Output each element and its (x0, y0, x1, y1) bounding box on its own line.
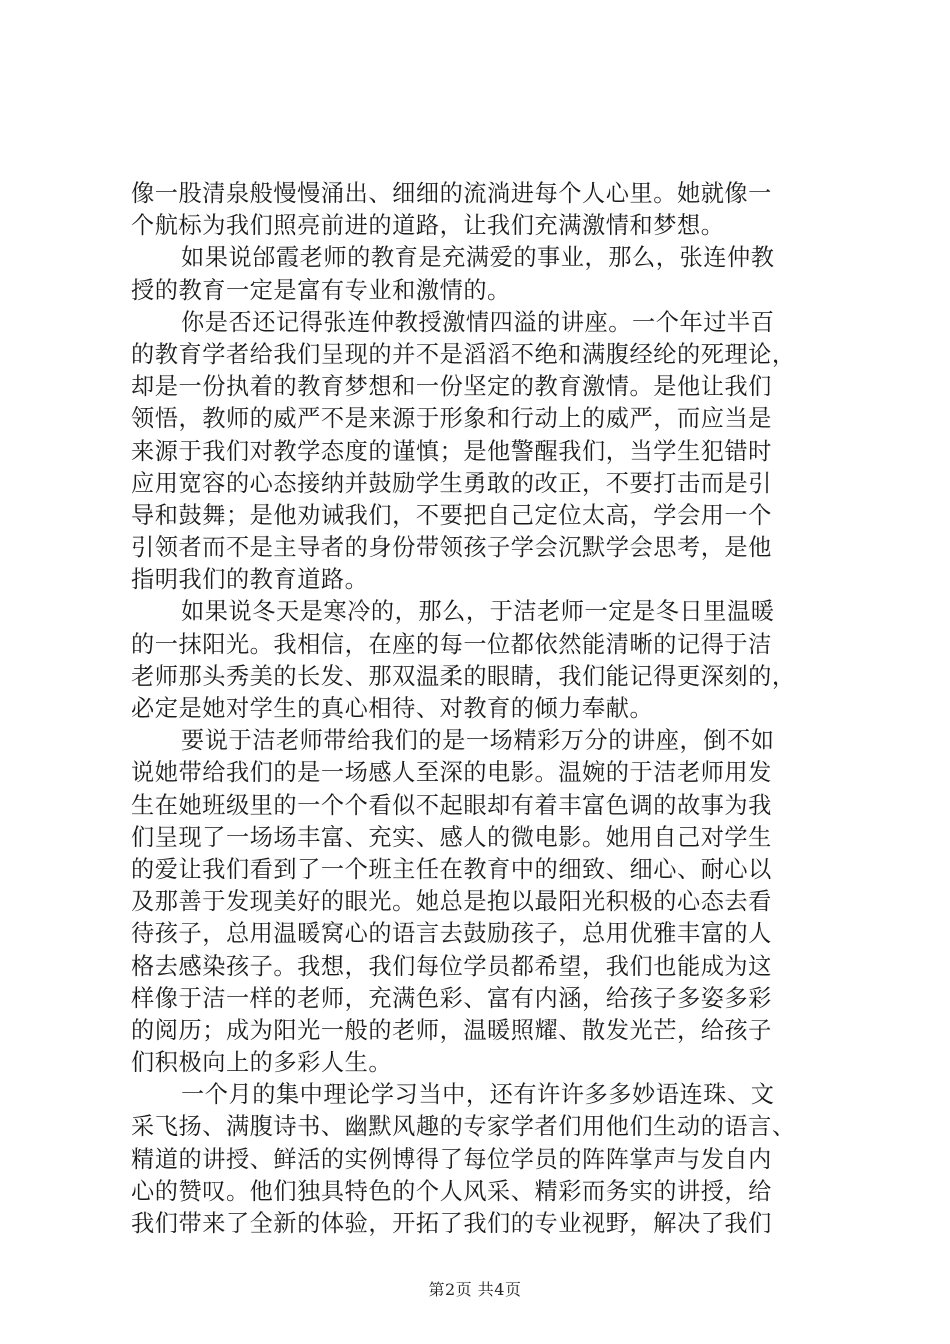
text-line: 如果说冬天是寒冷的，那么，于洁老师一定是冬日里温暖 (181, 598, 775, 626)
text-line: 的爱让我们看到了一个班主任在教育中的细致、细心、耐心以 (131, 855, 772, 883)
text-line: 却是一份执着的教育梦想和一份坚定的教育激情。是他让我们 (131, 373, 772, 401)
text-line: 们呈现了一场场丰富、充实、感人的微电影。她用自己对学生 (131, 823, 772, 851)
text-line: 精道的讲授、鲜活的实例博得了每位学员的阵阵掌声与发自内 (131, 1145, 772, 1173)
text-line: 老师那头秀美的长发、那双温柔的眼睛，我们能记得更深刻的， (131, 662, 796, 690)
text-line: 你是否还记得张连仲教授激情四溢的讲座。一个年过半百 (181, 308, 775, 336)
text-line: 应用宽容的心态接纳并鼓励学生勇敢的改正，不要打击而是引 (131, 469, 772, 497)
text-line: 如果说邰霞老师的教育是充满爱的事业，那么，张连仲教 (181, 244, 775, 272)
text-line: 的一抹阳光。我相信，在座的每一位都依然能清晰的记得于洁 (131, 630, 772, 658)
text-line: 及那善于发现美好的眼光。她总是抱以最阳光积极的心态去看 (131, 888, 772, 916)
text-line: 说她带给我们的是一场感人至深的电影。温婉的于洁老师用发 (131, 759, 772, 787)
text-line: 生在她班级里的一个个看似不起眼却有着丰富色调的故事为我 (131, 791, 772, 819)
text-line: 导和鼓舞；是他劝诫我们，不要把自己定位太高，学会用一个 (131, 501, 772, 529)
text-line: 心的赞叹。他们独具特色的个人风采、精彩而务实的讲授，给 (131, 1177, 772, 1205)
text-line: 要说于洁老师带给我们的是一场精彩万分的讲座，倒不如 (181, 727, 775, 755)
text-line: 们积极向上的多彩人生。 (131, 1049, 393, 1077)
text-line: 授的教育一定是富有专业和激情的。 (131, 276, 511, 304)
page-footer: 第2页 共4页 (428, 1280, 522, 1299)
text-line: 的阅历；成为阳光一般的老师，温暖照耀、散发光芒，给孩子 (131, 1016, 772, 1044)
text-line: 采飞扬、满腹诗书、幽默风趣的专家学者们用他们生动的语言、 (131, 1113, 796, 1141)
text-line: 格去感染孩子。我想，我们每位学员都希望，我们也能成为这 (131, 952, 772, 980)
text-line: 引领者而不是主导者的身份带领孩子学会沉默学会思考，是他 (131, 534, 772, 562)
text-line: 指明我们的教育道路。 (131, 566, 369, 594)
body-text (131, 178, 831, 1240)
text-line: 必定是她对学生的真心相待、对教育的倾力奉献。 (131, 695, 654, 722)
text-line: 的教育学者给我们呈现的并不是滔滔不绝和满腹经纶的死理论， (131, 340, 796, 368)
text-line: 像一股清泉般慢慢涌出、细细的流淌进每个人心里。她就像一 (131, 180, 772, 207)
text-line: 我们带来了全新的体验，开拓了我们的专业视野，解决了我们 (131, 1210, 772, 1237)
text-line: 领悟，教师的威严不是来源于形象和行动上的威严，而应当是 (131, 405, 772, 433)
text-line: 一个月的集中理论学习当中，还有许许多多妙语连珠、文 (181, 1081, 775, 1109)
text-line: 个航标为我们照亮前进的道路，让我们充满激情和梦想。 (131, 212, 725, 240)
text-line: 样像于洁一样的老师，充满色彩、富有内涵，给孩子多姿多彩 (131, 984, 772, 1012)
text-line: 待孩子，总用温暖窝心的语言去鼓励孩子，总用优雅丰富的人 (131, 920, 772, 948)
text-line: 来源于我们对教学态度的谨慎；是他警醒我们，当学生犯错时 (131, 437, 772, 465)
